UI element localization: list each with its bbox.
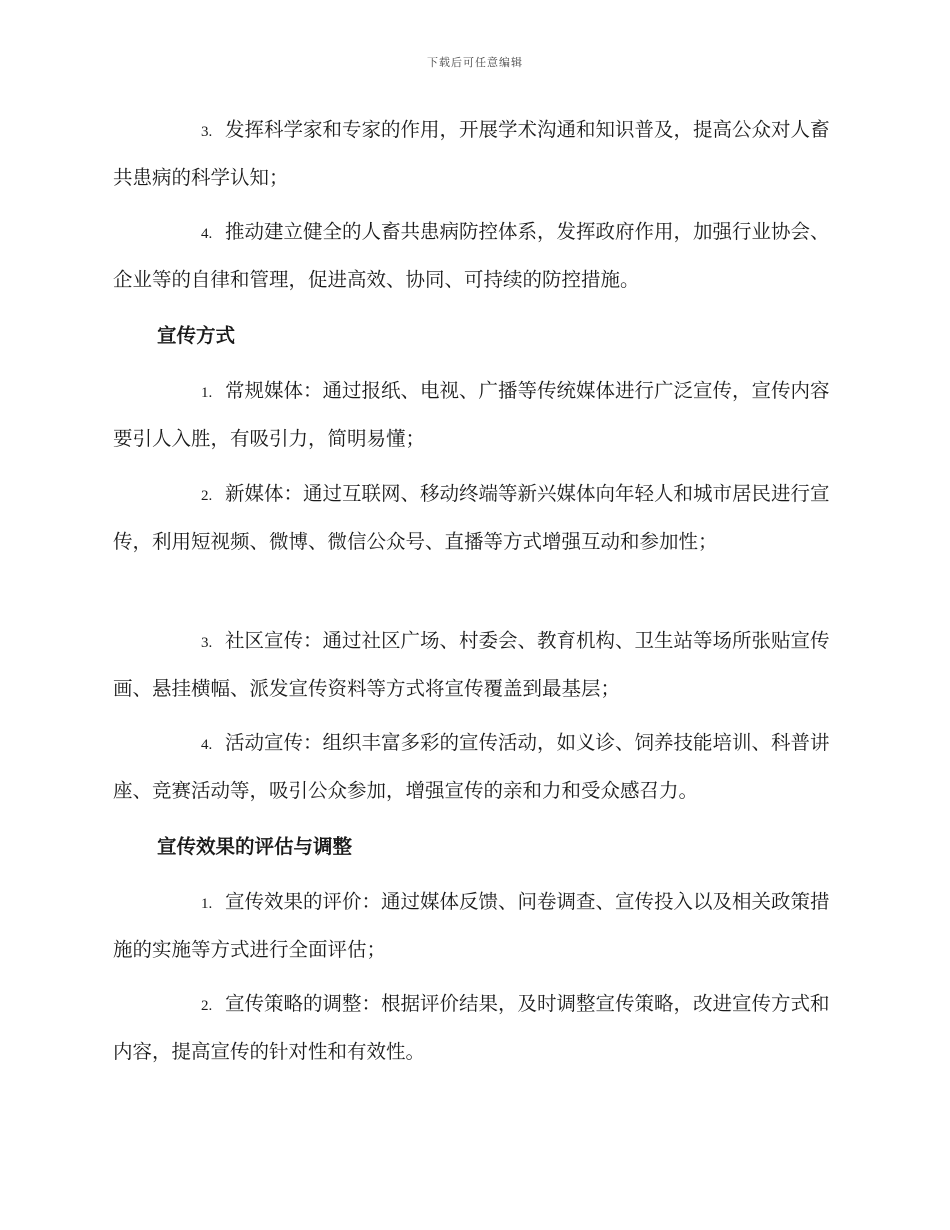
list-item <box>113 981 838 1074</box>
list-item-paragraph <box>113 879 838 972</box>
list-item-text: 宣传效果的评价：通过媒体反馈、问卷调查、宣传投入以及相关政策措施的实施等方式进行全面评估； <box>113 890 830 961</box>
list-item-text: 活动宣传：组织丰富多彩的宣传活动，如义诊、饲养技能培训、科普讲座、竞赛活动等，吸引公众参加，增强宣传的亲和力和受众感召力。 <box>113 731 830 802</box>
list-item-text: 发挥科学家和专家的作用，开展学术沟通和知识普及，提高公众对人畜共患病的科学认知； <box>113 118 830 189</box>
list-item-number: 4. <box>201 737 213 753</box>
section-heading-evaluation: 宣传效果的评估与调整 <box>157 835 353 858</box>
list-item-paragraph <box>113 720 838 813</box>
list-item-number: 1. <box>201 385 213 401</box>
list-item-paragraph <box>113 368 838 461</box>
list-item-number: 2. <box>201 488 213 504</box>
list-item-number: 1. <box>201 896 213 912</box>
list-item-text: 社区宣传：通过社区广场、村委会、教育机构、卫生站等场所张贴宣传画、悬挂横幅、派发宣传资料等方式将宣传覆盖到最基层； <box>113 629 830 700</box>
list-item <box>113 368 838 461</box>
list-item-text: 新媒体：通过互联网、移动终端等新兴媒体向年轻人和城市居民进行宣传，利用短视频、微博、微信公众号、直播等方式增强互动和参加性； <box>113 482 830 553</box>
list-item <box>113 879 838 972</box>
list-item <box>113 720 838 813</box>
list-item-number: 2. <box>201 998 213 1014</box>
list-item <box>113 209 838 302</box>
list-item-text: 推动建立健全的人畜共患病防控体系，发挥政府作用，加强行业协会、企业等的自律和管理，促进高效、协同、可持续的防控措施。 <box>113 220 830 291</box>
list-item-number: 3. <box>201 635 213 651</box>
section-heading-method: 宣传方式 <box>157 324 236 347</box>
list-item-number: 4. <box>201 226 213 242</box>
list-item-paragraph <box>113 107 838 200</box>
list-item-paragraph <box>113 209 838 302</box>
list-item <box>113 618 838 711</box>
list-item-number: 3. <box>201 124 213 140</box>
list-item-text: 宣传策略的调整：根据评价结果，及时调整宣传策略，改进宣传方式和内容，提高宣传的针对性和有效性。 <box>113 992 830 1063</box>
list-item-paragraph <box>113 471 838 564</box>
list-item-text: 常规媒体：通过报纸、电视、广播等传统媒体进行广泛宣传，宣传内容要引人入胜，有吸引力，简明易懂； <box>113 379 830 450</box>
list-item <box>113 471 838 564</box>
list-item-paragraph <box>113 618 838 711</box>
page-header: 下载后可任意编辑 <box>427 56 523 69</box>
list-item <box>113 107 838 200</box>
list-item-paragraph <box>113 981 838 1074</box>
